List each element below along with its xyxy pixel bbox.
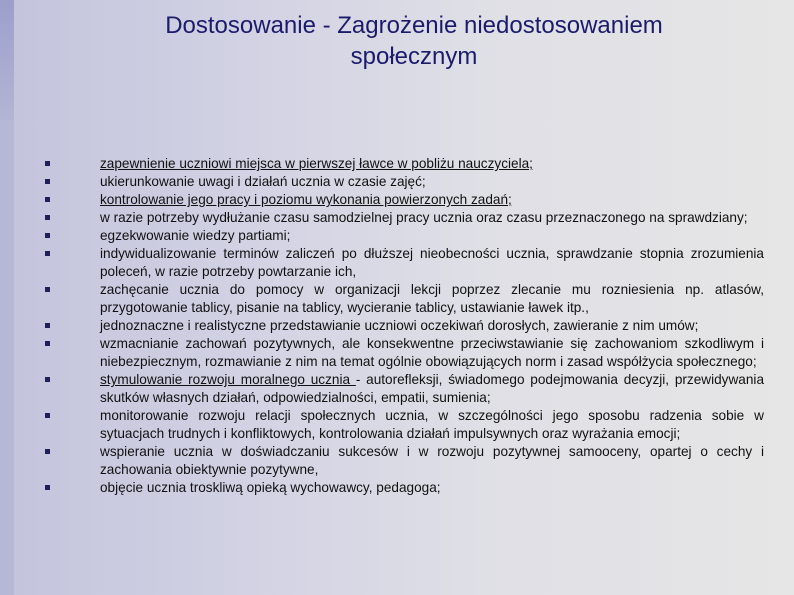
bullet-icon [45,215,50,220]
bullet-icon [45,377,50,382]
list-item [44,173,764,191]
bullet-list [44,155,764,497]
list-item [44,443,764,479]
bullet-icon [45,485,50,490]
bullet-icon [45,197,50,202]
bullet-icon [45,449,50,454]
bullet-icon [45,233,50,238]
bullet-icon [45,287,50,292]
bullet-icon [45,341,50,346]
list-item-underlined-text: stymulowanie rozwoju moralnego ucznia [100,372,356,387]
list-item [44,227,764,245]
list-item [44,335,764,371]
list-item [44,407,764,443]
bullet-icon [45,251,50,256]
list-item-text: monitorowanie rozwoju relacji społecznych ucznia, w szczególności jego sposobu radzenia sobie w sytuacjach trudnych i konfliktowych, kontrolowania działań impulsywnych oraz wyrażania emocji; [100,408,764,441]
list-item [44,191,764,209]
slide-title [74,10,754,72]
list-item-text: zachęcanie ucznia do pomocy w organizacji lekcji poprzez zlecanie mu rozniesienia np. atlasów, przygotowanie tablicy, pisanie na tablicy, wycieranie tablicy, ustawianie ławek itp., [100,282,764,315]
list-item-text: egzekwowanie wiedzy partiami; [100,228,291,243]
list-item-text: wzmacnianie zachowań pozytywnych, ale konsekwentne przeciwstawianie się zachowaniom szkodliwym i niebezpiecznym, rozmawianie z nim na temat ogólnie obowiązujących norm i zasad współżycia społecznego; [100,336,764,369]
list-item [44,155,764,173]
title-line-1: Dostosowanie - Zagrożenie niedostosowaniem [165,12,663,39]
left-accent-bar-lower [0,120,14,595]
list-item-underlined-text: zapewnienie uczniowi miejsca w pierwszej ławce w pobliżu nauczyciela; [100,156,533,171]
slide [14,0,794,595]
bullet-icon [45,179,50,184]
title-line-2: społecznym [350,43,478,70]
list-item-text: ukierunkowanie uwagi i działań ucznia w czasie zajęć; [100,174,426,189]
list-item [44,245,764,281]
list-item [44,371,764,407]
list-item-underlined-text: kontrolowanie jego pracy i poziomu wykonania powierzonych zadań; [100,192,512,207]
bullet-icon [45,323,50,328]
list-item [44,209,764,227]
bullet-icon [45,413,50,418]
list-item-text: indywidualizowanie terminów zaliczeń po dłuższej nieobecności ucznia, sprawdzanie stopnia zrozumienia poleceń, w razie potrzeby powtarzanie ich, [100,246,764,279]
list-item [44,317,764,335]
list-item-text: wspieranie ucznia w doświadczaniu sukcesów i w rozwoju pozytywnej samooceny, opartej o cechy i zachowania obiektywnie pozytywne, [100,444,764,477]
list-item [44,281,764,317]
list-item-text: - autorefleksji, świadomego podejmowania decyzji, przewidywania skutków własnych działań, odpowiedzialności, empatii, sumienia; [100,372,764,405]
list-item-text: w razie potrzeby wydłużanie czasu samodzielnej pracy ucznia oraz czasu przeznaczonego na sprawdziany; [100,210,748,225]
bullet-icon [45,161,50,166]
list-item-text: jednoznaczne i realistyczne przedstawianie uczniowi oczekiwań dorosłych, zawieranie z nim umów; [100,318,699,333]
list-item [44,479,764,497]
left-accent-bar [0,0,14,120]
list-item-text: objęcie ucznia troskliwą opieką wychowawcy, pedagoga; [100,480,441,495]
